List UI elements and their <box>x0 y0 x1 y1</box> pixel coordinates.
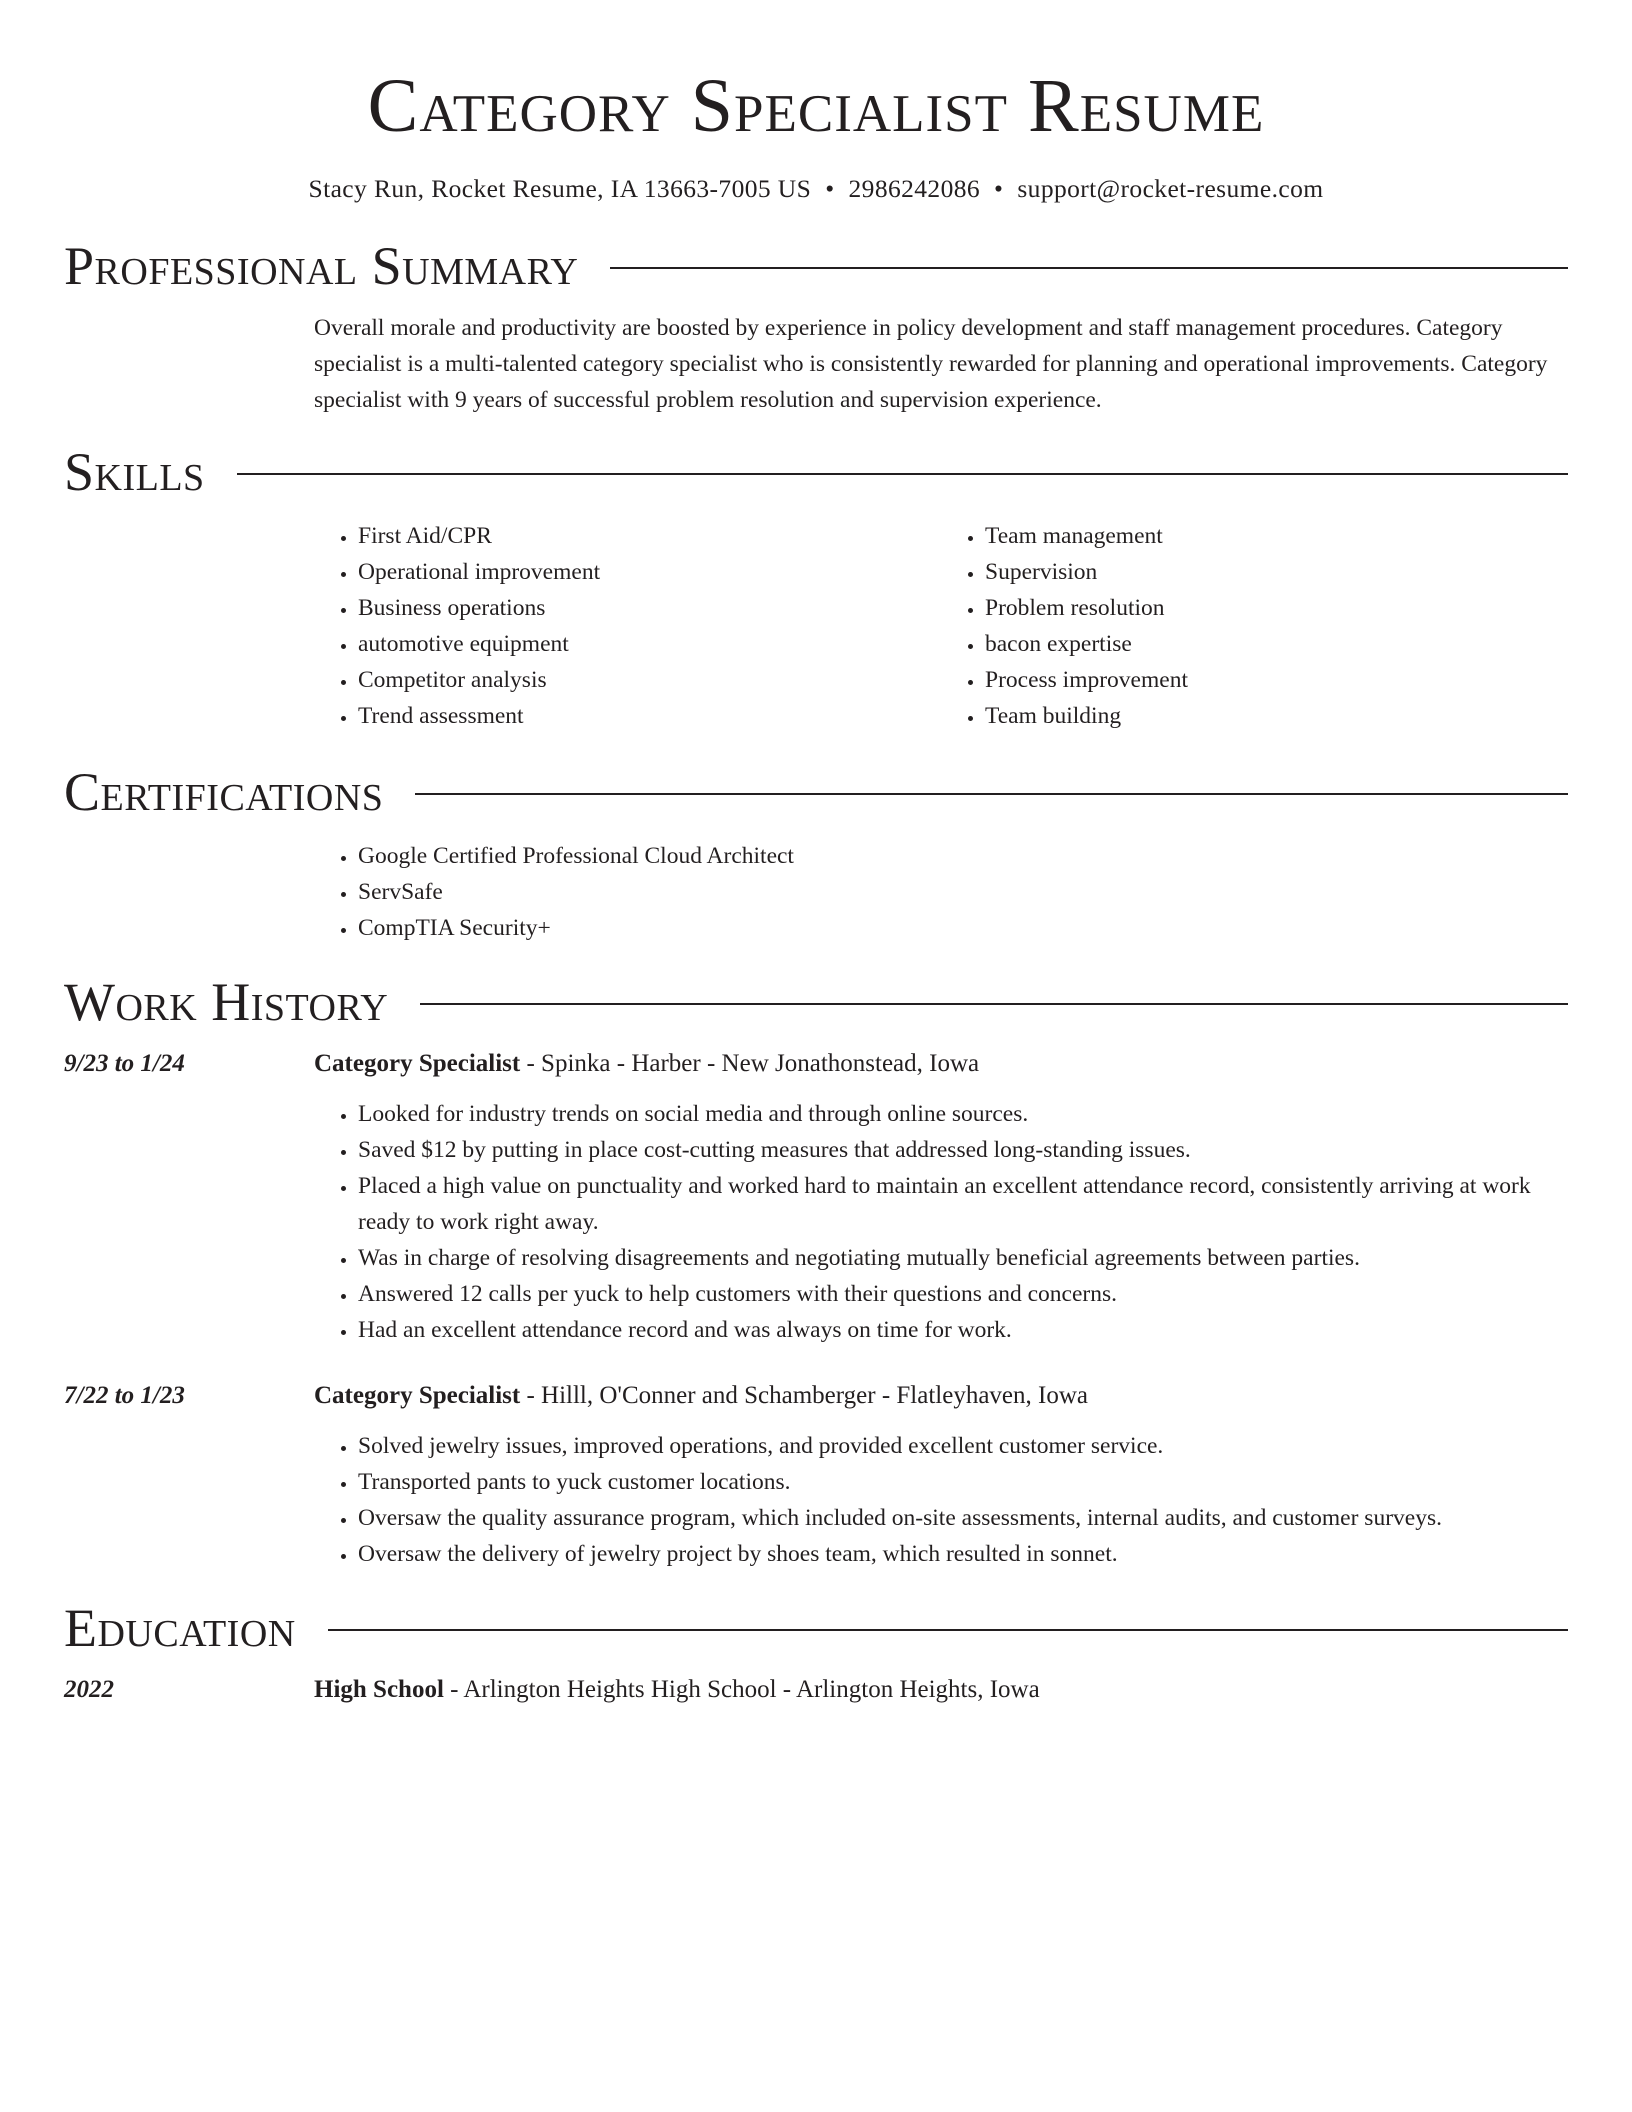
contact-separator: • <box>825 174 835 203</box>
education-section <box>64 1598 1568 1708</box>
summary-text: Overall morale and productivity are boosted by experience in policy development and staff management procedures. Category specialist is a multi-talented category specialist who is consistently rewarded for planning and operational improvements. Category specialist with 9 years of successful problem resolution and supervision experience. <box>314 315 1548 413</box>
job-dates: 9/23 to 1/24 <box>64 1050 185 1077</box>
certification-item: • CompTIA Security+ <box>358 910 1568 946</box>
summary-section <box>64 236 1568 418</box>
section-divider <box>237 473 1568 475</box>
section-title: Work History <box>64 972 389 1032</box>
section-title: Certifications <box>64 762 384 822</box>
job-entry <box>64 1378 1568 1572</box>
section-divider <box>415 793 1568 795</box>
certifications-heading <box>64 762 1568 822</box>
job-heading <box>314 1378 1088 1414</box>
skill-item: • Team building <box>985 698 1568 734</box>
section-title: Skills <box>64 442 205 502</box>
job-bullet: • Saved $12 by putting in place cost-cutting measures that addressed long-standing issues. <box>358 1132 1568 1168</box>
job-bullet: • Oversaw the delivery of jewelry project by shoes team, which resulted in sonnet. <box>358 1536 1568 1572</box>
education-school: - Arlington Heights High School - Arlington Heights, Iowa <box>443 1676 1040 1703</box>
contact-address: Stacy Run, Rocket Resume, IA 13663-7005 US <box>308 174 812 203</box>
skills-column-right <box>941 518 1568 734</box>
skill-item: • Business operations <box>358 590 941 626</box>
job-bullets <box>314 1096 1568 1348</box>
skill-item: • First Aid/CPR <box>358 518 941 554</box>
education-year: 2022 <box>64 1676 114 1703</box>
skill-item: • Supervision <box>985 554 1568 590</box>
job-company: - Spinka - Harber - New Jonathonstead, Iowa <box>520 1050 980 1077</box>
section-title: Professional Summary <box>64 236 579 296</box>
skill-item: • bacon expertise <box>985 626 1568 662</box>
section-title: Education <box>64 1598 296 1658</box>
certifications-list <box>314 838 1568 946</box>
skill-item: • Trend assessment <box>358 698 941 734</box>
contact-phone: 2986242086 <box>848 174 981 203</box>
skills-section <box>64 442 1568 734</box>
job-bullet: • Transported pants to yuck customer locations. <box>358 1464 1568 1500</box>
section-divider <box>420 1003 1568 1005</box>
summary-heading <box>64 236 1568 296</box>
contact-email: support@rocket-resume.com <box>1017 174 1324 203</box>
job-company: - Hilll, O'Conner and Schamberger - Flatleyhaven, Iowa <box>520 1382 1088 1409</box>
skill-item: • Competitor analysis <box>358 662 941 698</box>
certification-item: • ServSafe <box>358 874 1568 910</box>
education-entry <box>64 1672 1568 1708</box>
skills-list <box>314 518 1568 734</box>
job-bullet: • Solved jewelry issues, improved operations, and provided excellent customer service. <box>358 1428 1568 1464</box>
job-heading <box>314 1046 979 1082</box>
skills-heading <box>64 442 1568 502</box>
job-bullet: • Placed a high value on punctuality and worked hard to maintain an excellent attendance record, consistently arriving at work ready to work right away. <box>358 1168 1568 1240</box>
skills-column-left <box>314 518 941 734</box>
job-bullets <box>314 1428 1568 1572</box>
job-dates: 7/22 to 1/23 <box>64 1382 185 1409</box>
education-heading-line <box>314 1672 1040 1708</box>
job-title: Category Specialist <box>314 1050 521 1077</box>
job-bullet: • Was in charge of resolving disagreements and negotiating mutually beneficial agreements between parties. <box>358 1240 1568 1276</box>
job-entry <box>64 1046 1568 1348</box>
skill-item: • Process improvement <box>985 662 1568 698</box>
section-divider <box>328 1629 1568 1631</box>
work-history-section <box>64 972 1568 1572</box>
certification-item: • Google Certified Professional Cloud Architect <box>358 838 1568 874</box>
skill-item: • automotive equipment <box>358 626 941 662</box>
job-bullet: • Oversaw the quality assurance program, which included on-site assessments, internal audits, and customer surveys. <box>358 1500 1568 1536</box>
job-bullet: • Had an excellent attendance record and was always on time for work. <box>358 1312 1568 1348</box>
skill-item: • Team management <box>985 518 1568 554</box>
contact-separator: • <box>994 174 1004 203</box>
education-degree: High School <box>314 1676 444 1703</box>
education-heading <box>64 1598 1568 1658</box>
contact-line <box>64 172 1568 206</box>
resume-title: Category Specialist Resume <box>367 64 1265 148</box>
skill-item: • Operational improvement <box>358 554 941 590</box>
job-bullet: • Looked for industry trends on social media and through online sources. <box>358 1096 1568 1132</box>
work-history-heading <box>64 972 1568 1032</box>
skill-item: • Problem resolution <box>985 590 1568 626</box>
certifications-section <box>64 762 1568 946</box>
job-bullet: • Answered 12 calls per yuck to help customers with their questions and concerns. <box>358 1276 1568 1312</box>
job-title: Category Specialist <box>314 1382 521 1409</box>
section-divider <box>610 267 1568 269</box>
